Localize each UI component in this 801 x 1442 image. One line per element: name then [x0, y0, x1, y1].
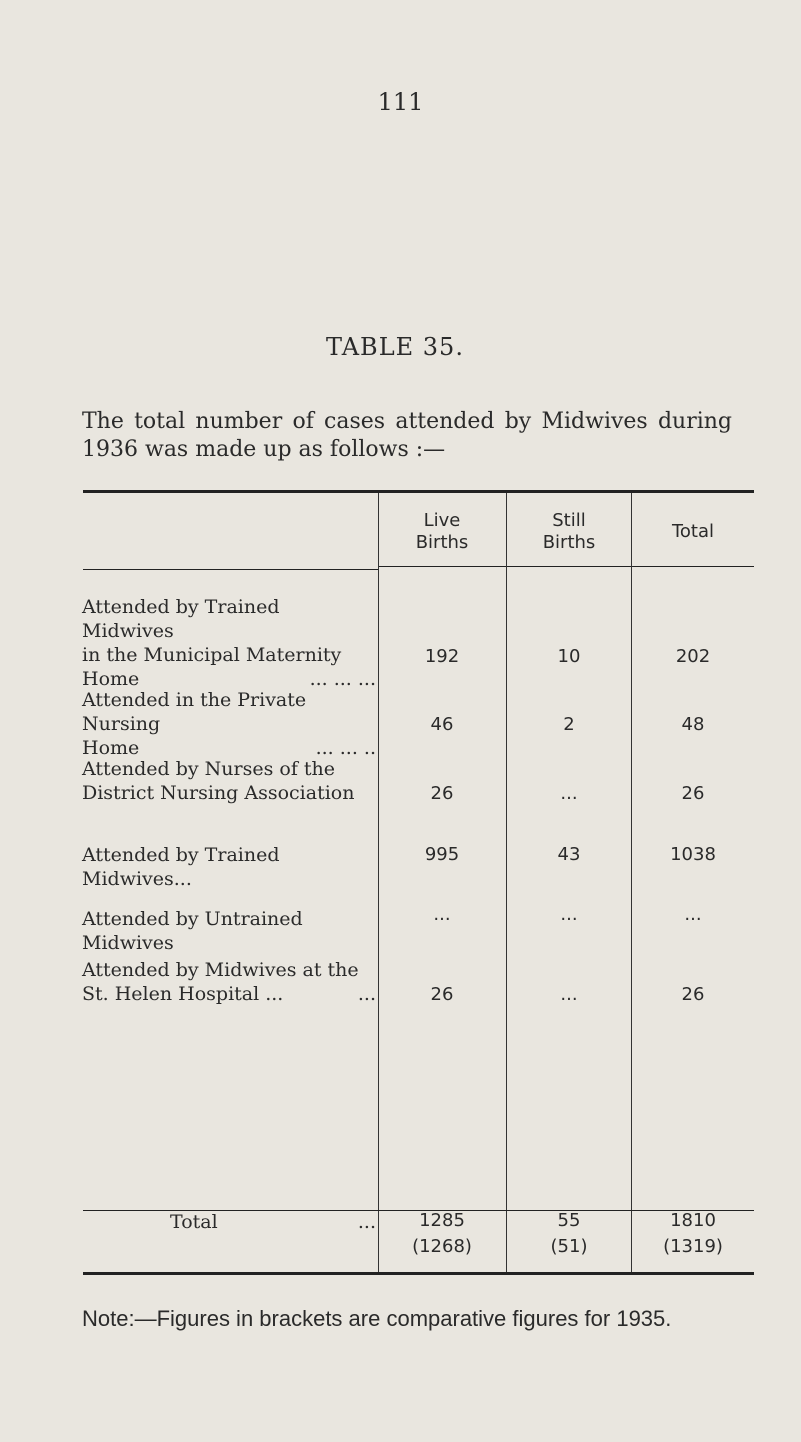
leader-dots: ...: [357, 983, 376, 1005]
page-number: 111: [377, 88, 424, 116]
col-divider-3: [631, 493, 632, 1273]
row-label-line: Attended by Trained Midwives...: [82, 844, 280, 890]
leader-dots: ...: [357, 1211, 376, 1233]
cell-live: 192: [424, 646, 460, 667]
table-title: TABLE 35.: [326, 333, 464, 361]
footnote: Note:—Figures in brackets are comparative figures for 1935.: [82, 1306, 672, 1331]
row-label-line: Attended in the Private Nursing: [82, 689, 307, 735]
cell-live: 46: [430, 714, 454, 735]
table-bottom-rule: [83, 1272, 754, 1275]
row-label-line: in the Municipal Maternity: [82, 644, 342, 666]
total-still-1935: (51): [550, 1236, 588, 1257]
header-rule: [378, 566, 754, 567]
row-label: [82, 843, 376, 891]
row-label-line: Home: [82, 737, 140, 759]
header-live-births: [378, 510, 506, 554]
total-live-1936: 1285: [419, 1210, 465, 1231]
table-top-rule: [83, 490, 754, 493]
header-still-births: [507, 510, 631, 554]
intro-line-2: 1936 was made up as follows :—: [82, 437, 446, 462]
header-still-births-line2: Births: [542, 532, 596, 553]
total-still: [507, 1208, 631, 1260]
row-label: [82, 907, 376, 955]
cell-still: 10: [557, 646, 581, 667]
row-label: [82, 688, 376, 760]
col-divider-1: [378, 493, 379, 1273]
cell-total: 48: [681, 714, 705, 735]
row-label-line: District Nursing Association: [82, 782, 355, 804]
total-total-1935: (1319): [663, 1236, 723, 1257]
row-label: [82, 595, 376, 691]
cell-still: 43: [557, 844, 581, 865]
cell-still: ...: [560, 904, 578, 925]
row-label-line: Attended by Trained Midwives: [82, 596, 280, 642]
cell-live: 995: [424, 844, 460, 865]
cell-total: 202: [675, 646, 711, 667]
cell-still: ...: [560, 984, 578, 1005]
row-label: [82, 958, 376, 1006]
intro-line-1: The total number of cases attended by Midwives during: [82, 409, 732, 434]
leader-dots: ... ... ..: [315, 737, 376, 759]
total-live-1935: (1268): [412, 1236, 472, 1257]
total-total: [632, 1208, 754, 1260]
header-total: Total: [671, 521, 715, 542]
cell-still: ...: [560, 783, 578, 804]
total-row-label: [170, 1210, 376, 1234]
row-label-line: St. Helen Hospital ...: [82, 983, 284, 1005]
cell-total: 1038: [670, 844, 716, 865]
row-label: [82, 757, 376, 805]
row-label-line: Attended by Untrained Midwives: [82, 908, 303, 954]
cell-live: 26: [430, 984, 454, 1005]
header-live-births-line2: Births: [415, 532, 469, 553]
total-label: Total: [170, 1211, 218, 1233]
row-label-line: Attended by Nurses of the: [82, 758, 336, 780]
total-total-1936: 1810: [670, 1210, 716, 1231]
col-divider-2: [506, 493, 507, 1273]
total-still-1936: 55: [557, 1210, 581, 1231]
cell-total: 26: [681, 783, 705, 804]
cell-total: ...: [684, 904, 702, 925]
leader-dots: ... ... ...: [309, 668, 376, 690]
header-live-births-line1: Live: [423, 510, 461, 531]
header-still-births-line1: Still: [552, 510, 586, 531]
cell-live: ...: [433, 904, 451, 925]
cell-still: 2: [563, 714, 575, 735]
row-label-line: Attended by Midwives at the: [82, 959, 359, 981]
cell-total: 26: [681, 984, 705, 1005]
header-rule-left: [83, 569, 378, 570]
total-live: [378, 1208, 506, 1260]
row-label-line: Home: [82, 668, 140, 690]
cell-live: 26: [430, 783, 454, 804]
